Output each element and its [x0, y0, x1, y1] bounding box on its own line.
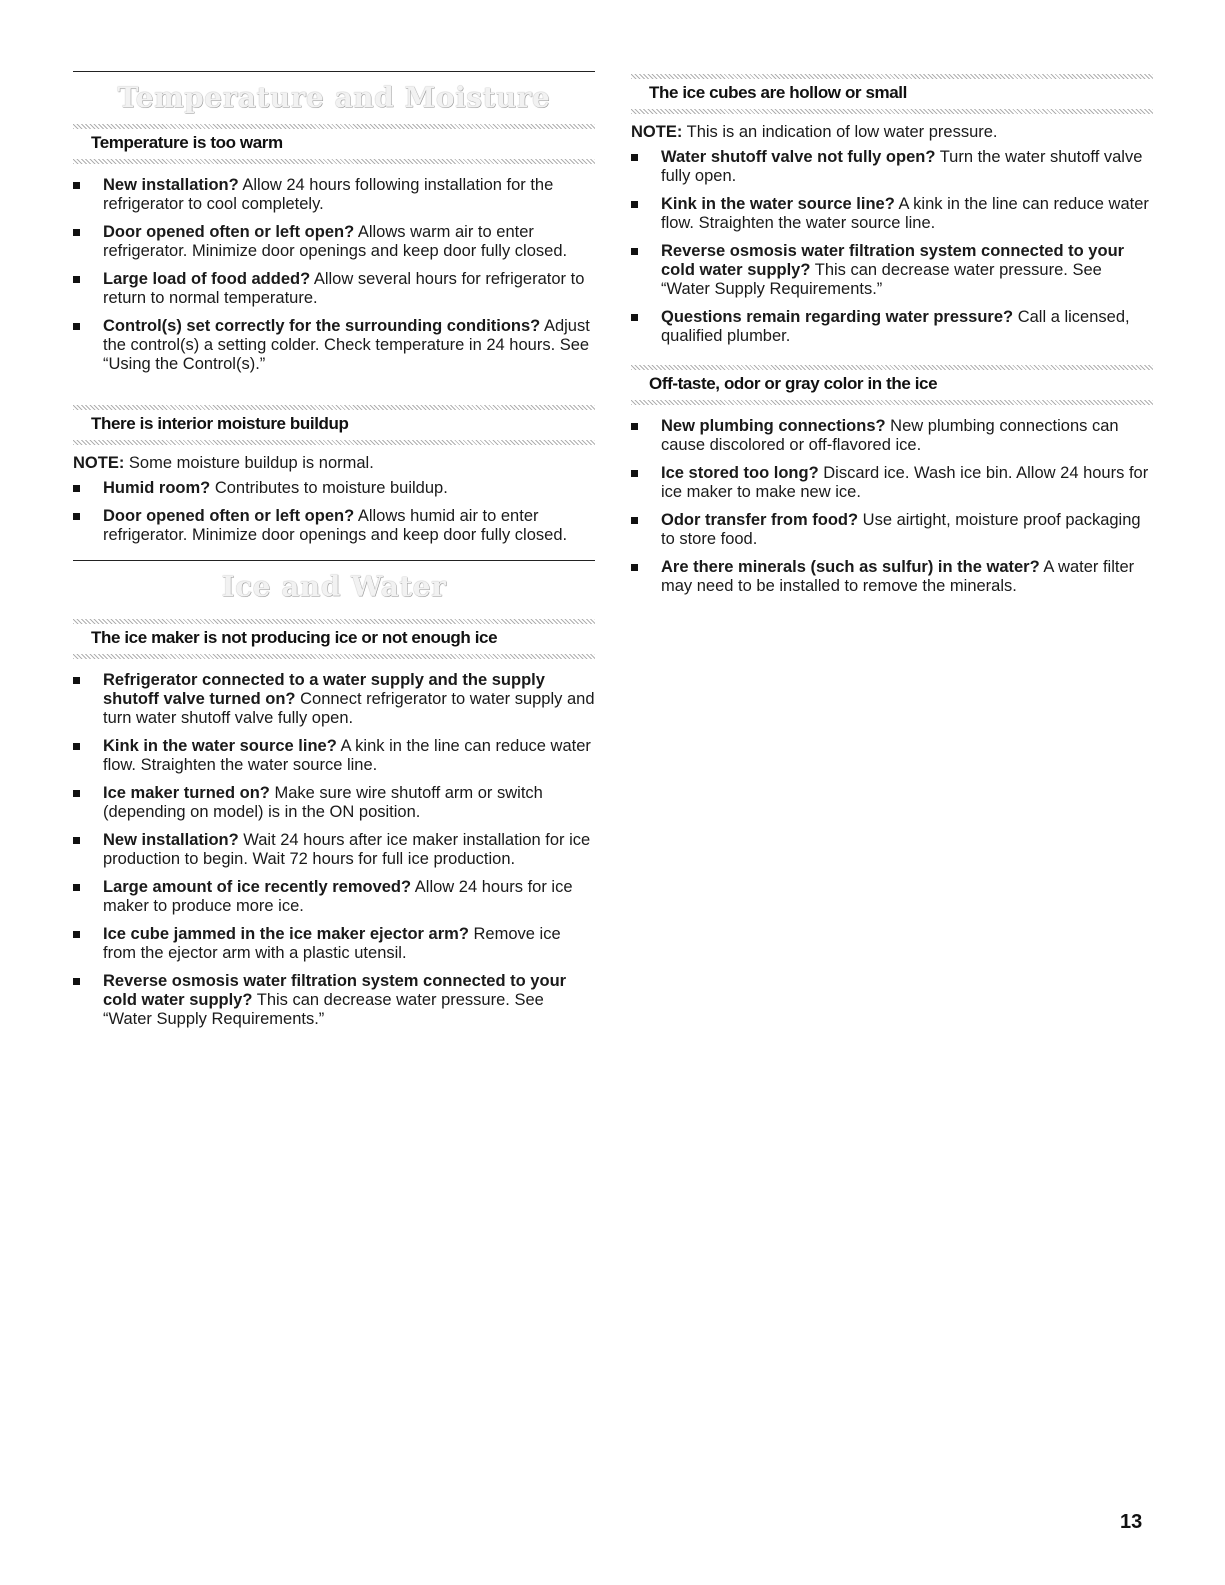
square-bullet-icon	[73, 931, 80, 938]
square-bullet-icon	[73, 513, 80, 520]
item-answer: Allows humid air to enter refrigerator. Minimize door openings and keep door fully closed.	[103, 507, 568, 544]
item-question: Reverse osmosis water filtration system connected to your cold water supply?	[103, 972, 567, 1009]
item-answer: A kink in the line can reduce water flow. Straighten the water source line.	[103, 737, 591, 774]
square-bullet-icon	[631, 470, 638, 477]
hatch-divider	[73, 440, 595, 445]
item-answer: This can decrease water pressure. See “Water Supply Requirements.”	[103, 991, 544, 1028]
item-question: Odor transfer from food?	[661, 511, 859, 529]
square-bullet-icon	[73, 884, 80, 891]
square-bullet-icon	[73, 182, 80, 189]
square-bullet-icon	[73, 743, 80, 750]
square-bullet-icon	[73, 978, 80, 985]
square-bullet-icon	[631, 517, 638, 524]
subhead-hollow: The ice cubes are hollow or small	[649, 83, 907, 102]
list-item	[631, 308, 1153, 346]
item-answer: Call a licensed, qualified plumber.	[661, 308, 1130, 345]
square-bullet-icon	[631, 423, 638, 430]
item-question: Ice stored too long?	[661, 464, 819, 482]
subhead-too-warm: Temperature is too warm	[91, 133, 283, 152]
list-item	[631, 464, 1153, 502]
item-answer: A water filter may need to be installed to remove the minerals.	[661, 558, 1135, 595]
subhead-moisture: There is interior moisture buildup	[91, 414, 349, 433]
item-question: Door opened often or left open?	[103, 507, 355, 525]
item-question: New plumbing connections?	[661, 417, 886, 435]
item-answer: Allows warm air to enter refrigerator. Minimize door openings and keep door fully closed.	[103, 223, 568, 260]
square-bullet-icon	[73, 323, 80, 330]
subhead-off-taste: Off-taste, odor or gray color in the ice	[649, 374, 938, 393]
item-question: Questions remain regarding water pressure?	[661, 308, 1014, 326]
list-item	[631, 511, 1153, 549]
list-item	[73, 671, 595, 728]
square-bullet-icon	[631, 248, 638, 255]
list-hollow	[631, 148, 1153, 346]
square-bullet-icon	[631, 154, 638, 161]
item-answer: A kink in the line can reduce water flow. Straighten the water source line.	[661, 195, 1149, 232]
list-item	[631, 558, 1153, 596]
item-answer: Remove ice from the ejector arm with a plastic utensil.	[103, 925, 561, 962]
list-item	[73, 972, 595, 1029]
list-ice-maker	[73, 671, 595, 1029]
list-item	[73, 479, 595, 498]
item-question: New installation?	[103, 176, 239, 194]
square-bullet-icon	[73, 485, 80, 492]
item-question: Refrigerator connected to a water supply and the supply shutoff valve turned on?	[103, 671, 545, 708]
list-item	[73, 737, 595, 775]
item-question: New installation?	[103, 831, 239, 849]
square-bullet-icon	[631, 564, 638, 571]
list-item	[73, 507, 595, 545]
note-text: This is an indication of low water pressure.	[682, 123, 998, 141]
note-moisture	[73, 454, 595, 473]
square-bullet-icon	[631, 201, 638, 208]
square-bullet-icon	[73, 677, 80, 684]
note-hollow	[631, 123, 1153, 142]
list-item	[631, 148, 1153, 186]
item-question: Ice maker turned on?	[103, 784, 270, 802]
list-item	[631, 242, 1153, 299]
subhead-ice-maker: The ice maker is not producing ice or not enough ice	[91, 628, 498, 647]
list-too-warm	[73, 176, 595, 374]
left-column	[73, 0, 595, 1038]
section-title-ice-water: Ice and Water	[221, 570, 447, 603]
item-answer: Allow 24 hours for ice maker to produce more ice.	[103, 878, 573, 915]
list-off-taste	[631, 417, 1153, 596]
square-bullet-icon	[73, 790, 80, 797]
list-item	[73, 831, 595, 869]
item-answer: Allow 24 hours following installation for the refrigerator to cool completely.	[103, 176, 554, 213]
list-item	[631, 417, 1153, 455]
list-item	[73, 176, 595, 214]
item-answer: Make sure wire shutoff arm or switch (depending on model) is in the ON position.	[103, 784, 543, 821]
item-question: Kink in the water source line?	[661, 195, 895, 213]
item-question: Large amount of ice recently removed?	[103, 878, 412, 896]
note-text: Some moisture buildup is normal.	[124, 454, 374, 472]
item-answer: Use airtight, moisture proof packaging to store food.	[661, 511, 1141, 548]
list-item	[73, 784, 595, 822]
item-question: Humid room?	[103, 479, 211, 497]
item-question: Are there minerals (such as sulfur) in the water?	[661, 558, 1040, 576]
item-answer: Connect refrigerator to water supply and turn water shutoff valve fully open.	[103, 690, 595, 727]
item-question: Door opened often or left open?	[103, 223, 355, 241]
note-label: NOTE:	[73, 454, 125, 472]
item-question: Water shutoff valve not fully open?	[661, 148, 936, 166]
item-answer: This can decrease water pressure. See “Water Supply Requirements.”	[661, 261, 1102, 298]
section-title-temperature: Temperature and Moisture	[117, 81, 551, 114]
list-item	[73, 925, 595, 963]
list-item	[73, 270, 595, 308]
item-answer: Turn the water shutoff valve fully open.	[661, 148, 1143, 185]
note-label: NOTE:	[631, 123, 683, 141]
list-item	[73, 878, 595, 916]
item-answer: Contributes to moisture buildup.	[210, 479, 448, 497]
item-answer: New plumbing connections can cause discolored or off-flavored ice.	[661, 417, 1119, 454]
item-question: Ice cube jammed in the ice maker ejector arm?	[103, 925, 469, 943]
right-column	[631, 0, 1153, 605]
list-item	[631, 195, 1153, 233]
hatch-divider	[631, 109, 1153, 114]
list-moisture	[73, 479, 595, 545]
item-answer: Allow several hours for refrigerator to return to normal temperature.	[103, 270, 585, 307]
square-bullet-icon	[73, 837, 80, 844]
list-item	[73, 317, 595, 374]
item-question: Large load of food added?	[103, 270, 311, 288]
item-question: Kink in the water source line?	[103, 737, 337, 755]
square-bullet-icon	[631, 314, 638, 321]
item-answer: Adjust the control(s) a setting colder. Check temperature in 24 hours. See “Using the Control(s).”	[103, 317, 590, 373]
square-bullet-icon	[73, 276, 80, 283]
list-item	[73, 223, 595, 261]
item-question: Control(s) set correctly for the surrounding conditions?	[103, 317, 541, 335]
square-bullet-icon	[73, 229, 80, 236]
page-number: 13	[1120, 1511, 1143, 1533]
item-answer: Wait 24 hours after ice maker installation for ice production to begin. Wait 72 hours for full ice production.	[103, 831, 591, 868]
item-answer: Discard ice. Wash ice bin. Allow 24 hours for ice maker to make new ice.	[661, 464, 1149, 501]
item-question: Reverse osmosis water filtration system connected to your cold water supply?	[661, 242, 1125, 279]
